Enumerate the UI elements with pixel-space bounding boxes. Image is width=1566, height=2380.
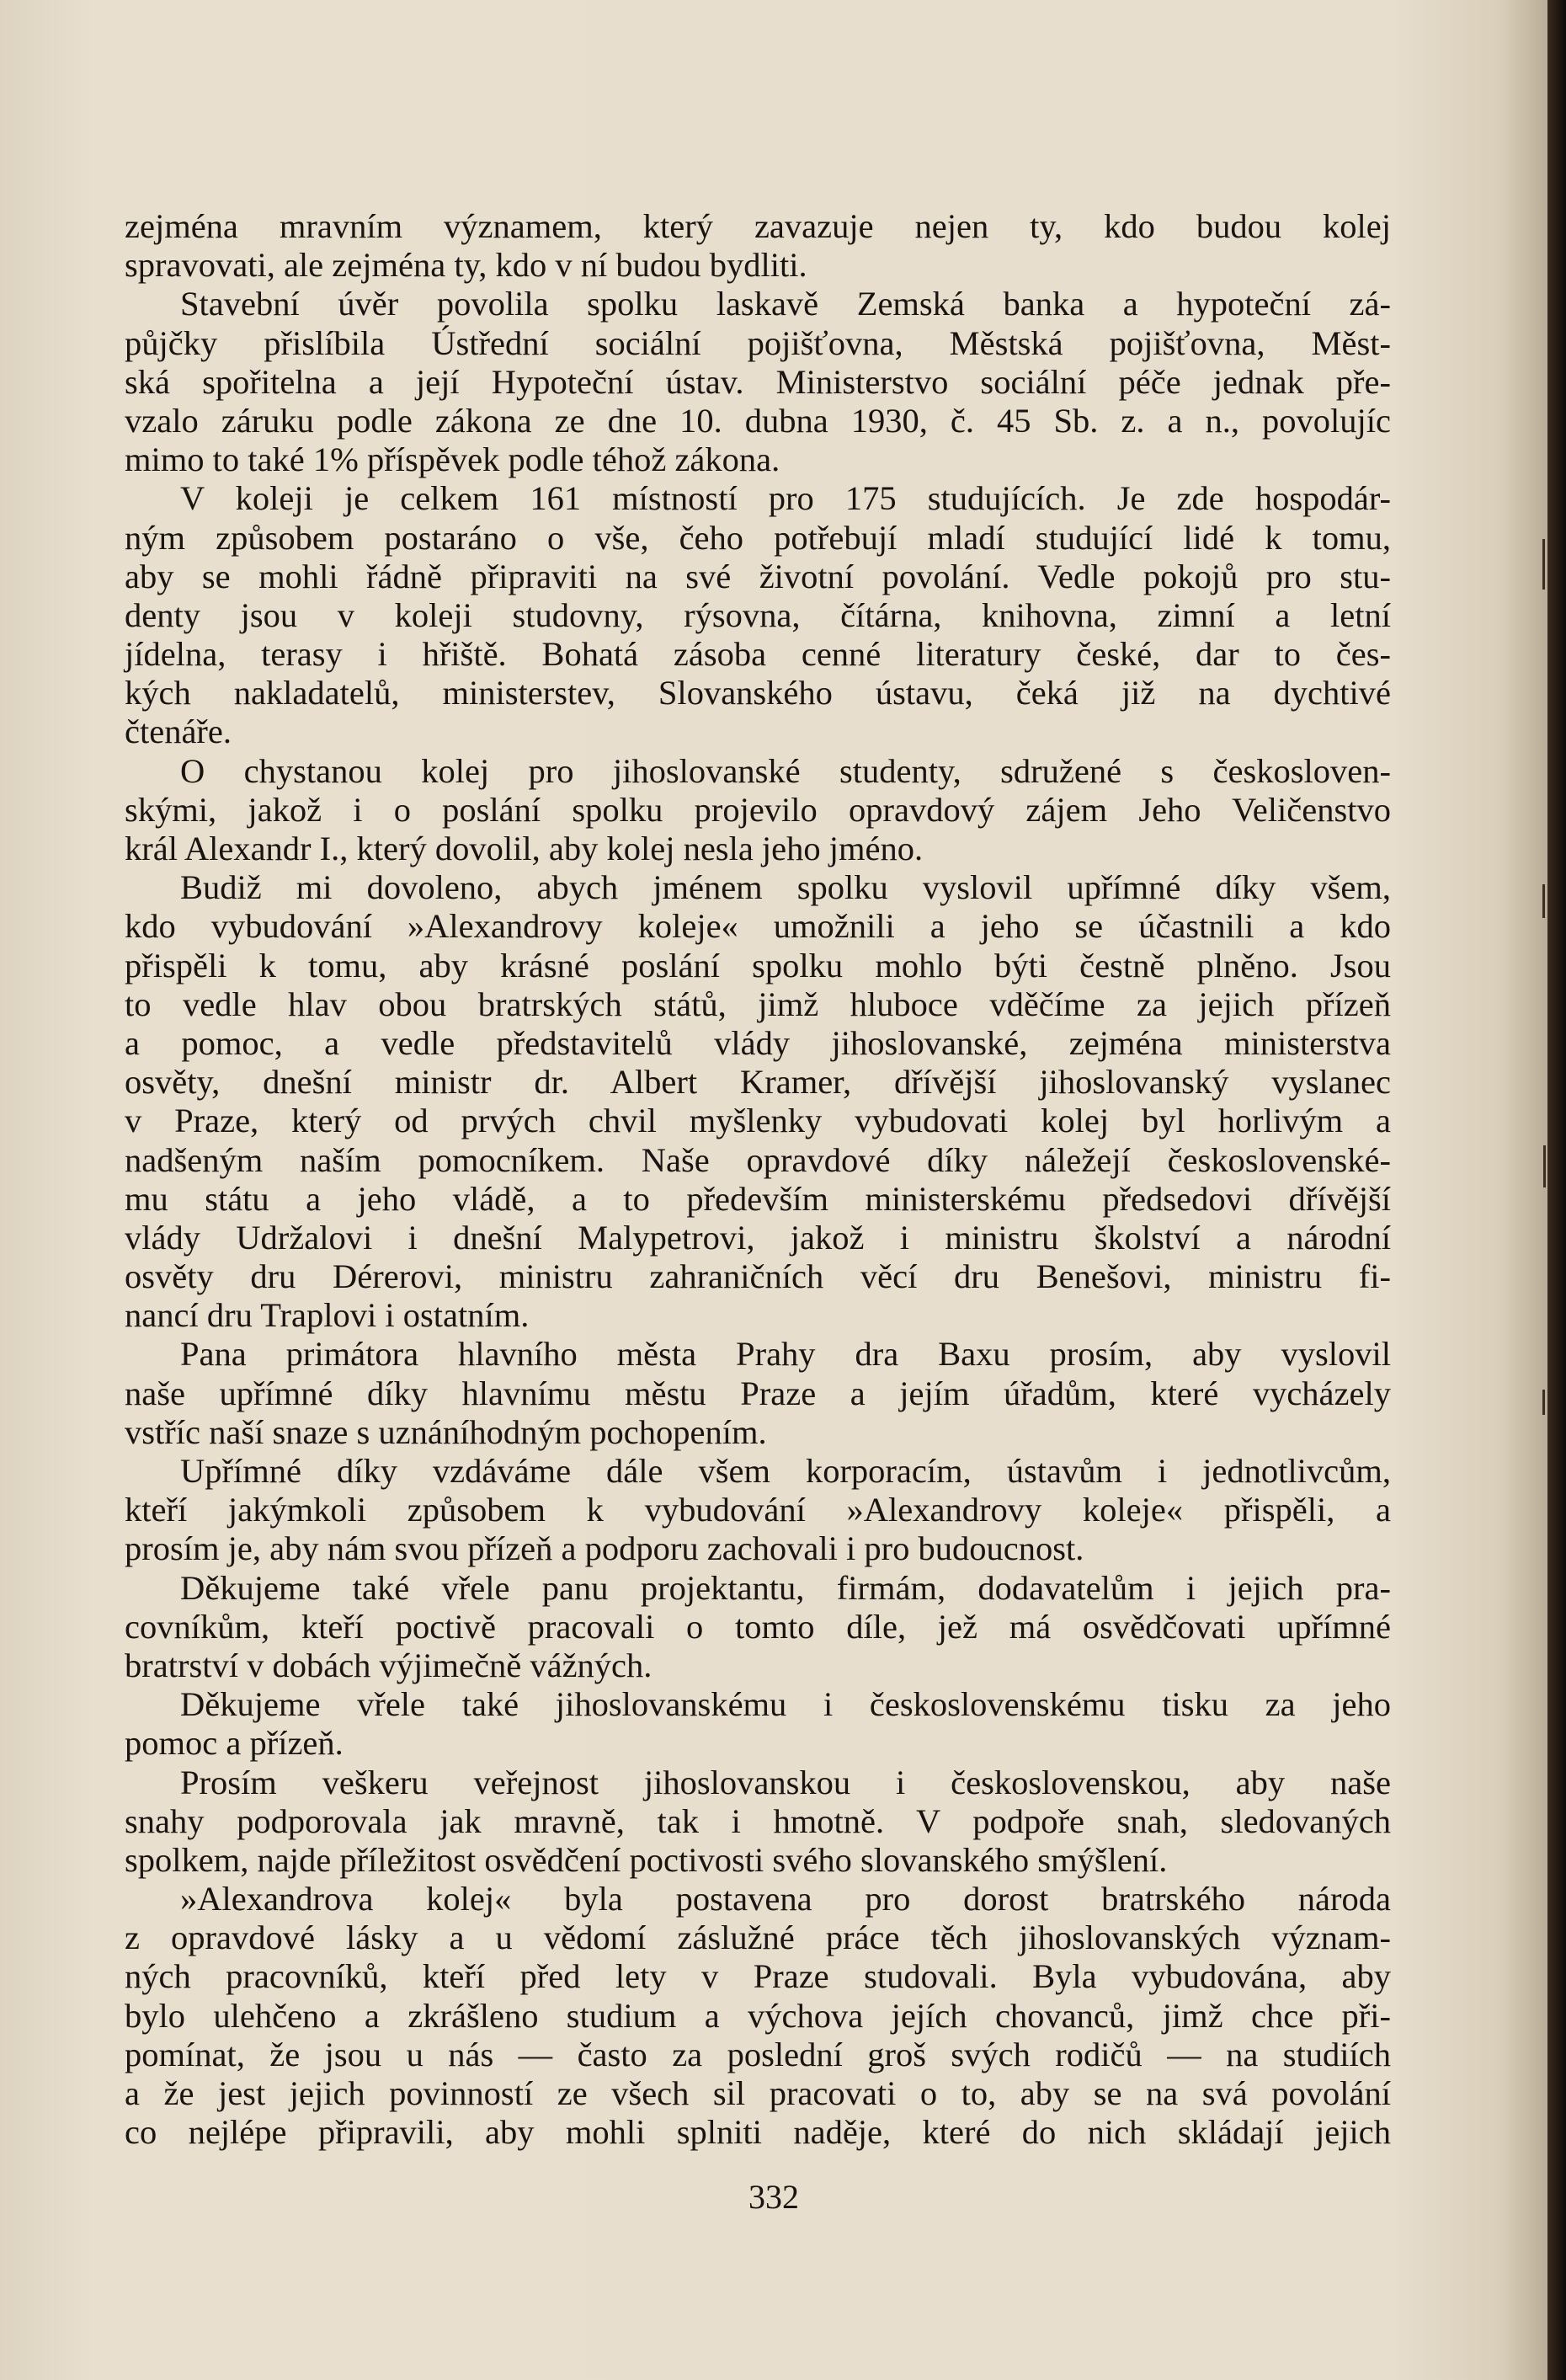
- text-line: covníkům, kteří poctivě pracovali o tomto díle, jež má osvědčovati upřímné: [125, 1607, 1391, 1646]
- paragraph: [125, 207, 1391, 285]
- text-line: spravovati, ale zejména ty, kdo v ní budou bydliti.: [125, 246, 807, 285]
- text-line: bratrství v dobách výjimečně vážných.: [125, 1646, 652, 1684]
- text-line: kdo vybudování »Alexandrovy koleje« umožnili a jeho se účastnili a kdo: [125, 907, 1391, 946]
- text-line: ným způsobem postaráno o vše, čeho potřebují mladí studující lidé k tomu,: [125, 518, 1391, 557]
- text-line: a pomoc, a vedle představitelů vlády jihoslovanské, zejména ministerstva: [125, 1023, 1391, 1062]
- text-line: spolkem, najde příležitost osvědčení poctivosti svého slovanského smýšlení.: [125, 1840, 1168, 1879]
- text-line: osvěty dru Dérerovi, ministru zahraničních věcí dru Benešovi, ministru fi-: [125, 1257, 1391, 1296]
- text-line: vlády Udržalovi i dnešní Malypetrovi, jakož i ministru školství a národní: [125, 1218, 1391, 1257]
- text-line: vstříc naší snaze s uznáníhodným pochopením.: [125, 1412, 767, 1451]
- text-line: »Alexandrova kolej« byla postavena pro dorost bratrského národa: [180, 1880, 1391, 1918]
- text-line: mimo to také 1% příspěvek podle téhož zákona.: [125, 440, 780, 479]
- text-line: Děkujeme vřele také jihoslovanskému i československému tisku za jeho: [180, 1685, 1391, 1724]
- text-line: a že jest jejich povinností ze všech sil pracovati o to, aby se na svá povolání: [125, 2074, 1391, 2112]
- paragraph: [125, 479, 1391, 751]
- text-line: Upřímné díky vzdáváme dále všem korporacím, ústavům i jednotlivcům,: [180, 1452, 1391, 1490]
- text-line: král Alexandr I., který dovolil, aby kolej nesla jeho jméno.: [125, 830, 924, 867]
- text-line: osvěty, dnešní ministr dr. Albert Kramer, dřívější jihoslovanský vyslanec: [125, 1063, 1391, 1102]
- text-line: Stavební úvěr povolila spolku laskavě Zemská banka a hypoteční zá-: [180, 285, 1391, 323]
- text-line: čtenáře.: [125, 712, 232, 751]
- paragraph: [125, 868, 1391, 1335]
- text-line: V koleji je celkem 161 místností pro 175 studujících. Je zde hospodár-: [180, 479, 1391, 518]
- text-line: O chystanou kolej pro jihoslovanské studenty, sdružené s českosloven-: [180, 751, 1391, 790]
- page-number: 332: [748, 2178, 799, 2216]
- paragraph: [125, 1335, 1391, 1452]
- text-line: Budiž mi dovoleno, abych jménem spolku vyslovil upřímné díky všem,: [180, 868, 1391, 907]
- text-line: Pana primátora hlavního města Prahy dra Baxu prosím, aby vyslovil: [180, 1335, 1391, 1374]
- book-binding-edge: [1547, 0, 1566, 2380]
- text-line: naše upřímné díky hlavnímu městu Praze a jejím úřadům, které vycházely: [125, 1374, 1391, 1412]
- paragraph: [125, 1569, 1391, 1686]
- text-line: kteří jakýmkoli způsobem k vybudování »Alexandrovy koleje« přispěli, a: [125, 1491, 1391, 1529]
- text-line: aby se mohli řádně připraviti na své životní povolání. Vedle pokojů pro stu-: [125, 557, 1391, 595]
- text-line: skými, jakož i o poslání spolku projevilo opravdový zájem Jeho Veličenstvo: [125, 790, 1391, 829]
- text-line: mu státu a jeho vládě, a to především ministerskému předsedovi dřívější: [125, 1179, 1391, 1218]
- body-text: [125, 207, 1391, 2152]
- text-line: z opravdové lásky a u vědomí záslužné práce těch jihoslovanských význam-: [125, 1918, 1391, 1957]
- text-line: bylo ulehčeno a zkrášleno studium a výchova jejích chovanců, jimž chce při-: [125, 1996, 1391, 2035]
- text-line: pomoc a přízeň.: [125, 1724, 344, 1763]
- text-line: nancí dru Traplovi i ostatním.: [125, 1296, 530, 1335]
- text-line: nadšeným naším pomocníkem. Naše opravdové díky náležejí československé-: [125, 1140, 1391, 1179]
- text-line: jídelna, terasy i hřiště. Bohatá zásoba cenné literatury české, dar to čes-: [125, 635, 1391, 674]
- text-line: pomínat, že jsou u nás — často za poslední groš svých rodičů — na studiích: [125, 2035, 1391, 2073]
- text-line: prosím je, aby nám svou přízeň a podporu zachovali i pro budoucnost.: [125, 1529, 1084, 1568]
- text-line: Prosím veškeru veřejnost jihoslovanskou i československou, aby naše: [180, 1763, 1391, 1801]
- paragraph: [125, 752, 1391, 869]
- text-line: kých nakladatelů, ministerstev, Slovanského ústavu, čeká již na dychtivé: [125, 674, 1391, 712]
- text-line: zejména mravním významem, který zavazuje nejen ty, kdo budou kolej: [125, 207, 1391, 245]
- text-line: snahy podporovala jak mravně, tak i hmotně. V podpoře snah, sledovaných: [125, 1801, 1391, 1840]
- text-line: ných pracovníků, kteří před lety v Praze studovali. Byla vybudována, aby: [125, 1957, 1391, 1996]
- text-line: ská spořitelna a její Hypoteční ústav. Ministerstvo sociální péče jednak pře-: [125, 362, 1391, 401]
- text-line: co nejlépe připravili, aby mohli splniti naděje, které do nich skládají jejich: [125, 2113, 1391, 2152]
- text-line: denty jsou v koleji studovny, rýsovna, čítárna, knihovna, zimní a letní: [125, 595, 1391, 634]
- text-line: vzalo záruku podle zákona ze dne 10. dubna 1930, č. 45 Sb. z. a n., povolujíc: [125, 401, 1391, 440]
- paragraph: [125, 1764, 1391, 1881]
- text-line: přispěli k tomu, aby krásné poslání spolku mohlo býti čestně plněno. Jsou: [125, 946, 1391, 985]
- text-line: Děkujeme také vřele panu projektantu, firmám, dodavatelům i jejich pra-: [180, 1568, 1391, 1607]
- paragraph: [125, 1880, 1391, 2152]
- text-line: půjčky přislíbila Ústřední sociální pojišťovna, Městská pojišťovna, Měst-: [125, 323, 1391, 362]
- paragraph: [125, 1452, 1391, 1569]
- text-line: to vedle hlav obou bratrských států, jimž hluboce vděčíme za jejich přízeň: [125, 985, 1391, 1023]
- text-line: v Praze, který od prvých chvil myšlenky vybudovati kolej byl horlivým a: [125, 1102, 1391, 1140]
- paragraph: [125, 1685, 1391, 1763]
- paragraph: [125, 285, 1391, 479]
